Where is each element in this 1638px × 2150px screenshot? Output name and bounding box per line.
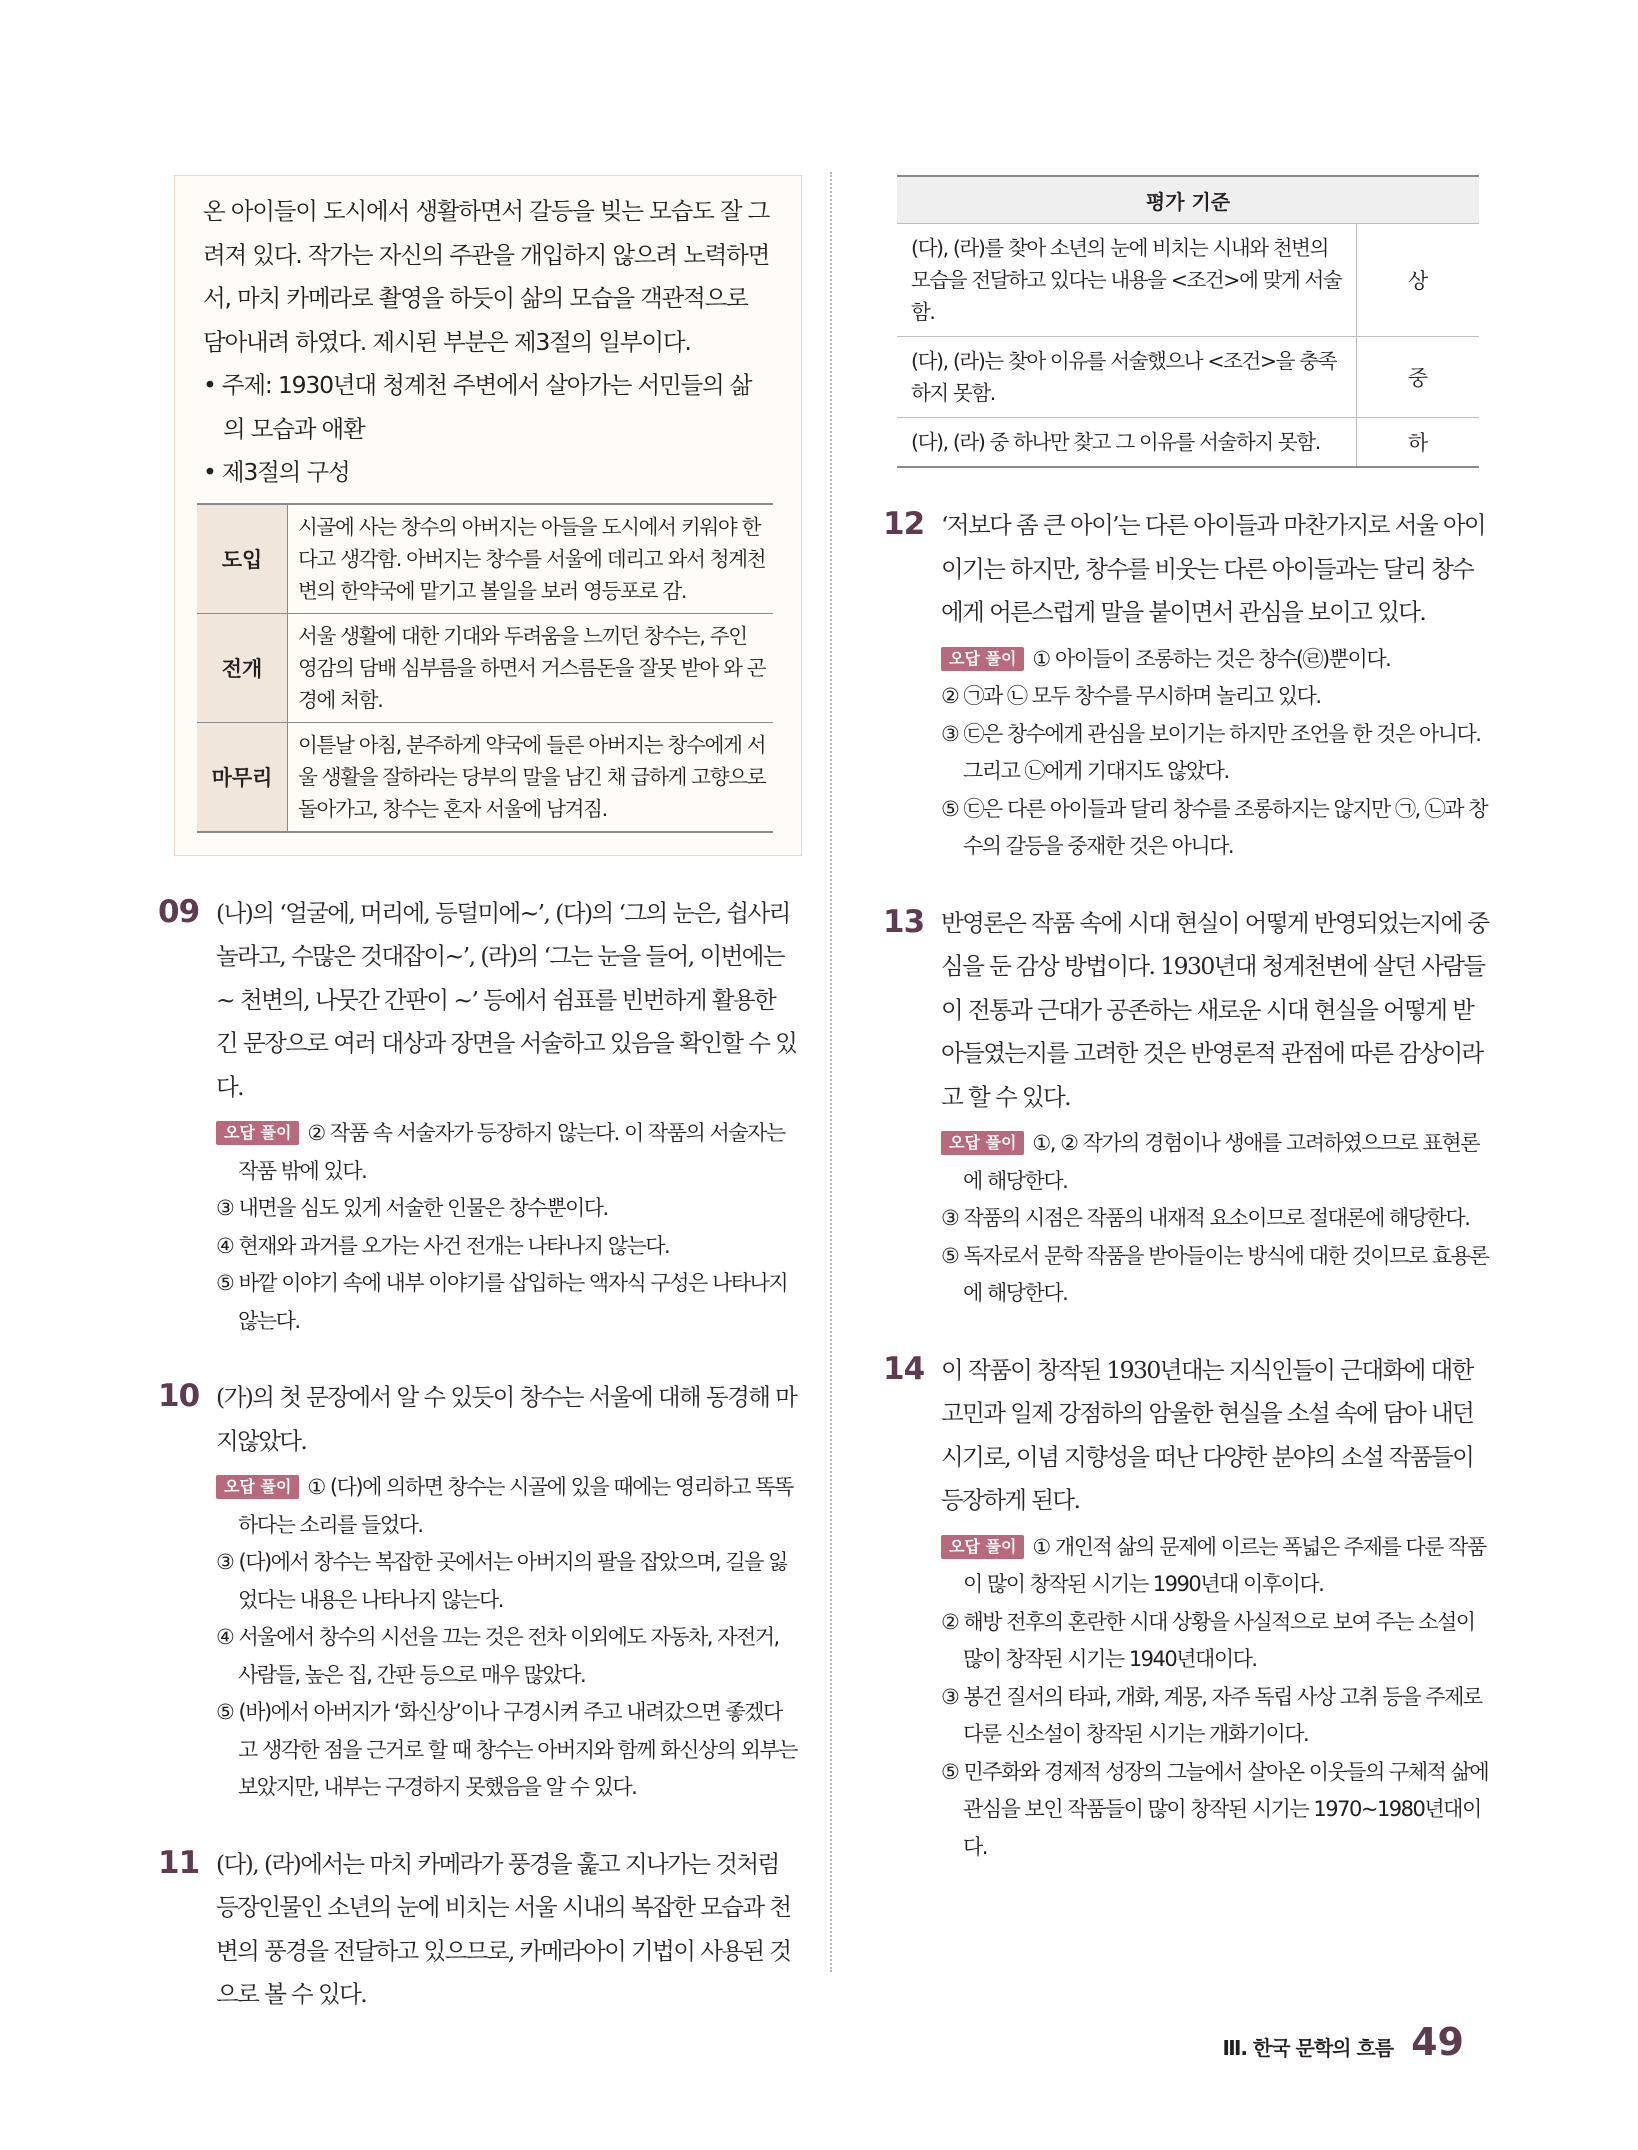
question-number: 10	[158, 1378, 200, 1414]
structure-row	[197, 613, 773, 722]
explanation-line	[216, 1544, 800, 1619]
evaluation-criterion: (다), (라)를 찾아 소년의 눈에 비치는 시내와 천변의 모습을 전달하고 있다는 내용을 <조건>에 맞게 서술함.	[897, 224, 1357, 337]
explanation-line	[941, 791, 1491, 866]
summary-text: 온 아이들이 도시에서 생활하면서 갈등을 빚는 모습도 잘 그려져 있다. 작가는 자신의 주관을 개입하지 않으려 노력하면서, 마치 카메라로 촬영을 하듯이 삶의 모습을 객관적으로 담아내려 하였다. 제시된 부분은 제3절의 일부이다.	[203, 197, 770, 356]
explanation-text: ⑤ (바)에서 아버지가 ‘화신상’이나 구경시켜 주고 내려갔으면 좋겠다고 생각한 점을 근거로 할 때 창수는 아버지와 함께 화신상의 외부는 보았지만, 내부는 구경하지 못했음을 알 수 있다.	[216, 1700, 797, 1799]
right-column	[883, 175, 1491, 1866]
wrong-answer-badge: 오답 풀이	[941, 647, 1024, 671]
explanation-text: ③ (다)에서 창수는 복잡한 곳에서는 아버지의 팔을 잡았으며, 길을 잃었다는 내용은 나타나지 않는다.	[216, 1550, 787, 1612]
wrong-answer-explanations	[216, 1115, 800, 1340]
question-09	[158, 892, 800, 1341]
explanation-text: ⑤ ㉢은 다른 아이들과 달리 창수를 조롱하지는 않지만 ㉠, ㉡과 창수의 갈등을 중재한 것은 아니다.	[941, 796, 1488, 858]
explanation-text: ② 작품 속 서술자가 등장하지 않는다. 이 작품의 서술자는 작품 밖에 있다.	[238, 1121, 785, 1183]
question-number: 12	[883, 506, 925, 542]
evaluation-table	[897, 175, 1479, 468]
explanation-line	[216, 1228, 800, 1266]
explanation-line	[216, 1694, 800, 1807]
explanation-line	[941, 1754, 1491, 1867]
explanation-text: ④ 서울에서 창수의 시선을 끄는 것은 전차 이외에도 자동차, 자전거, 사람들, 높은 집, 간판 등으로 매우 많았다.	[216, 1625, 779, 1687]
explanation-line	[941, 1125, 1491, 1200]
evaluation-level: 상	[1357, 224, 1480, 337]
explanation-line	[216, 1619, 800, 1694]
summary-box	[174, 175, 802, 856]
explanation-line	[941, 1604, 1491, 1679]
left-questions	[158, 892, 800, 2017]
question-number: 14	[883, 1350, 925, 1387]
structure-text: 서울 생활에 대한 기대와 두려움을 느끼던 창수는, 주인 영감의 담배 심부름을 하면서 거스름돈을 잘못 받아 와 곤경에 처함.	[288, 613, 774, 722]
structure-table	[197, 503, 773, 833]
evaluation-level: 중	[1357, 337, 1480, 418]
explanation-line	[941, 1238, 1491, 1313]
explanation-text: ② 해방 전후의 혼란한 시대 상황을 사실적으로 보여 주는 소설이 많이 창작된 시기는 1940년대이다.	[941, 1609, 1475, 1671]
structure-label: 전개	[197, 613, 288, 722]
explanation-text: ① 아이들이 조롱하는 것은 창수(㉣)뿐이다.	[1032, 646, 1391, 671]
explanation-text: ③ 봉건 질서의 타파, 개화, 계몽, 자주 독립 사상 고취 등을 주제로 다룬 신소설이 창작된 시기는 개화기이다.	[941, 1684, 1482, 1746]
question-number: 11	[158, 1844, 200, 1881]
question-12	[883, 504, 1491, 866]
explanation-line	[941, 1200, 1491, 1238]
explanation-line	[216, 1265, 800, 1340]
explanation-text: ④ 현재와 과거를 오가는 사건 전개는 나타나지 않는다.	[216, 1233, 670, 1258]
explanation-text: ③ 내면을 심도 있게 서술한 인물은 창수뿐이다.	[216, 1196, 608, 1220]
summary-theme: • 주제: 1930년대 청계천 주변에서 살아가는 서민들의 삶의 모습과 애환	[203, 371, 752, 443]
explanation-text: ①, ② 작가의 경험이나 생애를 고려하였으므로 표현론에 해당한다.	[963, 1131, 1480, 1193]
question-14	[883, 1349, 1491, 1867]
explanation-line	[941, 678, 1491, 716]
structure-title: • 제3절의 구성	[203, 458, 350, 486]
wrong-answer-badge: 오답 풀이	[941, 1535, 1024, 1559]
explanation-text: ① 개인적 삶의 문제에 이르는 폭넓은 주제를 다룬 작품이 많이 창작된 시기는 1990년대 이후이다.	[963, 1534, 1486, 1596]
question-11	[158, 1843, 800, 2017]
explanation-text: ⑤ 민주화와 경제적 성장의 그늘에서 살아온 이웃들의 구체적 삶에 관심을 보인 작품들이 많이 창작된 시기는 1970~1980년대이다.	[941, 1759, 1489, 1859]
explanation-text: ③ ㉢은 창수에게 관심을 보이기는 하지만 조언을 한 것은 아니다. 그리고 ㉡에게 기대지도 않았다.	[941, 721, 1481, 783]
right-questions	[883, 504, 1491, 1866]
wrong-answer-badge: 오답 풀이	[216, 1475, 299, 1499]
evaluation-row	[897, 337, 1479, 418]
explanation-text: ① (다)에 의하면 창수는 시골에 있을 때에는 영리하고 똑똑하다는 소리를 들었다.	[238, 1475, 793, 1537]
wrong-answer-badge: 오답 풀이	[941, 1131, 1024, 1155]
explanation-line	[941, 641, 1491, 679]
question-answer-text: (가)의 첫 문장에서 알 수 있듯이 창수는 서울에 대해 동경해 마지않았다.	[216, 1383, 797, 1455]
evaluation-table-header: 평가 기준	[897, 176, 1479, 224]
explanation-text: ⑤ 바깥 이야기 속에 내부 이야기를 삽입하는 액자식 구성은 나타나지 않는다.	[216, 1271, 788, 1333]
structure-label: 마무리	[197, 722, 288, 832]
evaluation-criterion: (다), (라)는 찾아 이유를 서술했으나 <조건>을 충족하지 못함.	[897, 337, 1357, 418]
question-answer-text: ‘저보다 좀 큰 아이’는 다른 아이들과 마찬가지로 서울 아이이기는 하지만, 창수를 비웃는 다른 아이들과는 달리 창수에게 어른스럽게 말을 붙이면서 관심을 보이고 있다.	[941, 511, 1486, 626]
page-footer	[1222, 2020, 1464, 2064]
page-number: 49	[1411, 2020, 1464, 2064]
evaluation-level: 하	[1357, 418, 1480, 468]
question-answer-text: (나)의 ‘얼굴에, 머리에, 등덜미에~’, (다)의 ‘그의 눈은, 쉽사리 놀라고, 수많은 것대잡이~’, (라)의 ‘그는 눈을 들어, 이번에는 ~ 천변의, 나뭇간 간판이 ~’ 등에서 쉼표를 빈번하게 활용한 긴 문장으로 여러 대상과 장면을 서술하고 있음을 확인할 수 있다.	[216, 898, 797, 1101]
explanation-text: ② ㉠과 ㉡ 모두 창수를 무시하며 놀리고 있다.	[941, 684, 1321, 708]
structure-row	[197, 722, 773, 832]
question-answer-text: 반영론은 작품 속에 시대 현실이 어떻게 반영되었는지에 중심을 둔 감상 방법이다. 1930년대 청계천변에 살던 사람들이 전통과 근대가 공존하는 새로운 시대 현실을 어떻게 받아들였는지를 고려한 것은 반영론적 관점에 따른 감상이라고 할 수 있다.	[941, 908, 1489, 1111]
explanation-line	[216, 1469, 800, 1544]
left-column	[158, 175, 800, 2017]
column-divider	[830, 172, 832, 1972]
explanation-text: ⑤ 독자로서 문학 작품을 받아들이는 방식에 대한 것이므로 효용론에 해당한다.	[941, 1243, 1489, 1305]
wrong-answer-explanations	[941, 641, 1491, 866]
explanation-line	[216, 1115, 800, 1190]
evaluation-row	[897, 224, 1479, 337]
question-10	[158, 1376, 800, 1807]
explanation-line	[941, 1529, 1491, 1604]
question-answer-text: (다), (라)에서는 마치 카메라가 풍경을 훑고 지나가는 것처럼 등장인물인 소년의 눈에 비치는 서울 시내의 복잡한 모습과 천변의 풍경을 전달하고 있으므로, 카메라아이 기법이 사용된 것으로 볼 수 있다.	[216, 1849, 791, 2008]
question-number: 13	[883, 903, 925, 940]
wrong-answer-explanations	[941, 1125, 1491, 1313]
structure-text: 이튿날 아침, 분주하게 약국에 들른 아버지는 창수에게 서울 생활을 잘하라는 당부의 말을 남긴 채 급하게 고향으로 돌아가고, 창수는 혼자 서울에 남겨짐.	[288, 722, 774, 832]
explanation-text: ③ 작품의 시점은 작품의 내재적 요소이므로 절대론에 해당한다.	[941, 1206, 1470, 1230]
footer-section-title: Ⅲ. 한국 문학의 흐름	[1222, 2036, 1394, 2060]
evaluation-criterion: (다), (라) 중 하나만 찾고 그 이유를 서술하지 못함.	[897, 418, 1357, 468]
explanation-line	[941, 716, 1491, 791]
wrong-answer-badge: 오답 풀이	[216, 1121, 299, 1145]
evaluation-row	[897, 418, 1479, 468]
wrong-answer-explanations	[941, 1529, 1491, 1867]
question-answer-text: 이 작품이 창작된 1930년대는 지식인들이 근대화에 대한 고민과 일제 강점하의 암울한 현실을 소설 속에 담아 내던 시기로, 이념 지향성을 떠난 다양한 분야의 소설 작품들이 등장하게 된다.	[941, 1355, 1474, 1514]
structure-row	[197, 504, 773, 614]
question-13	[883, 902, 1491, 1313]
structure-label: 도입	[197, 504, 288, 614]
structure-text: 시골에 사는 창수의 아버지는 아들을 도시에서 키워야 한다고 생각함. 아버지는 창수를 서울에 데리고 와서 청계천 변의 한약국에 맡기고 볼일을 보러 영등포로 감.	[288, 504, 774, 614]
explanation-line	[941, 1679, 1491, 1754]
explanation-line	[216, 1190, 800, 1228]
question-number: 09	[158, 893, 200, 930]
wrong-answer-explanations	[216, 1469, 800, 1807]
